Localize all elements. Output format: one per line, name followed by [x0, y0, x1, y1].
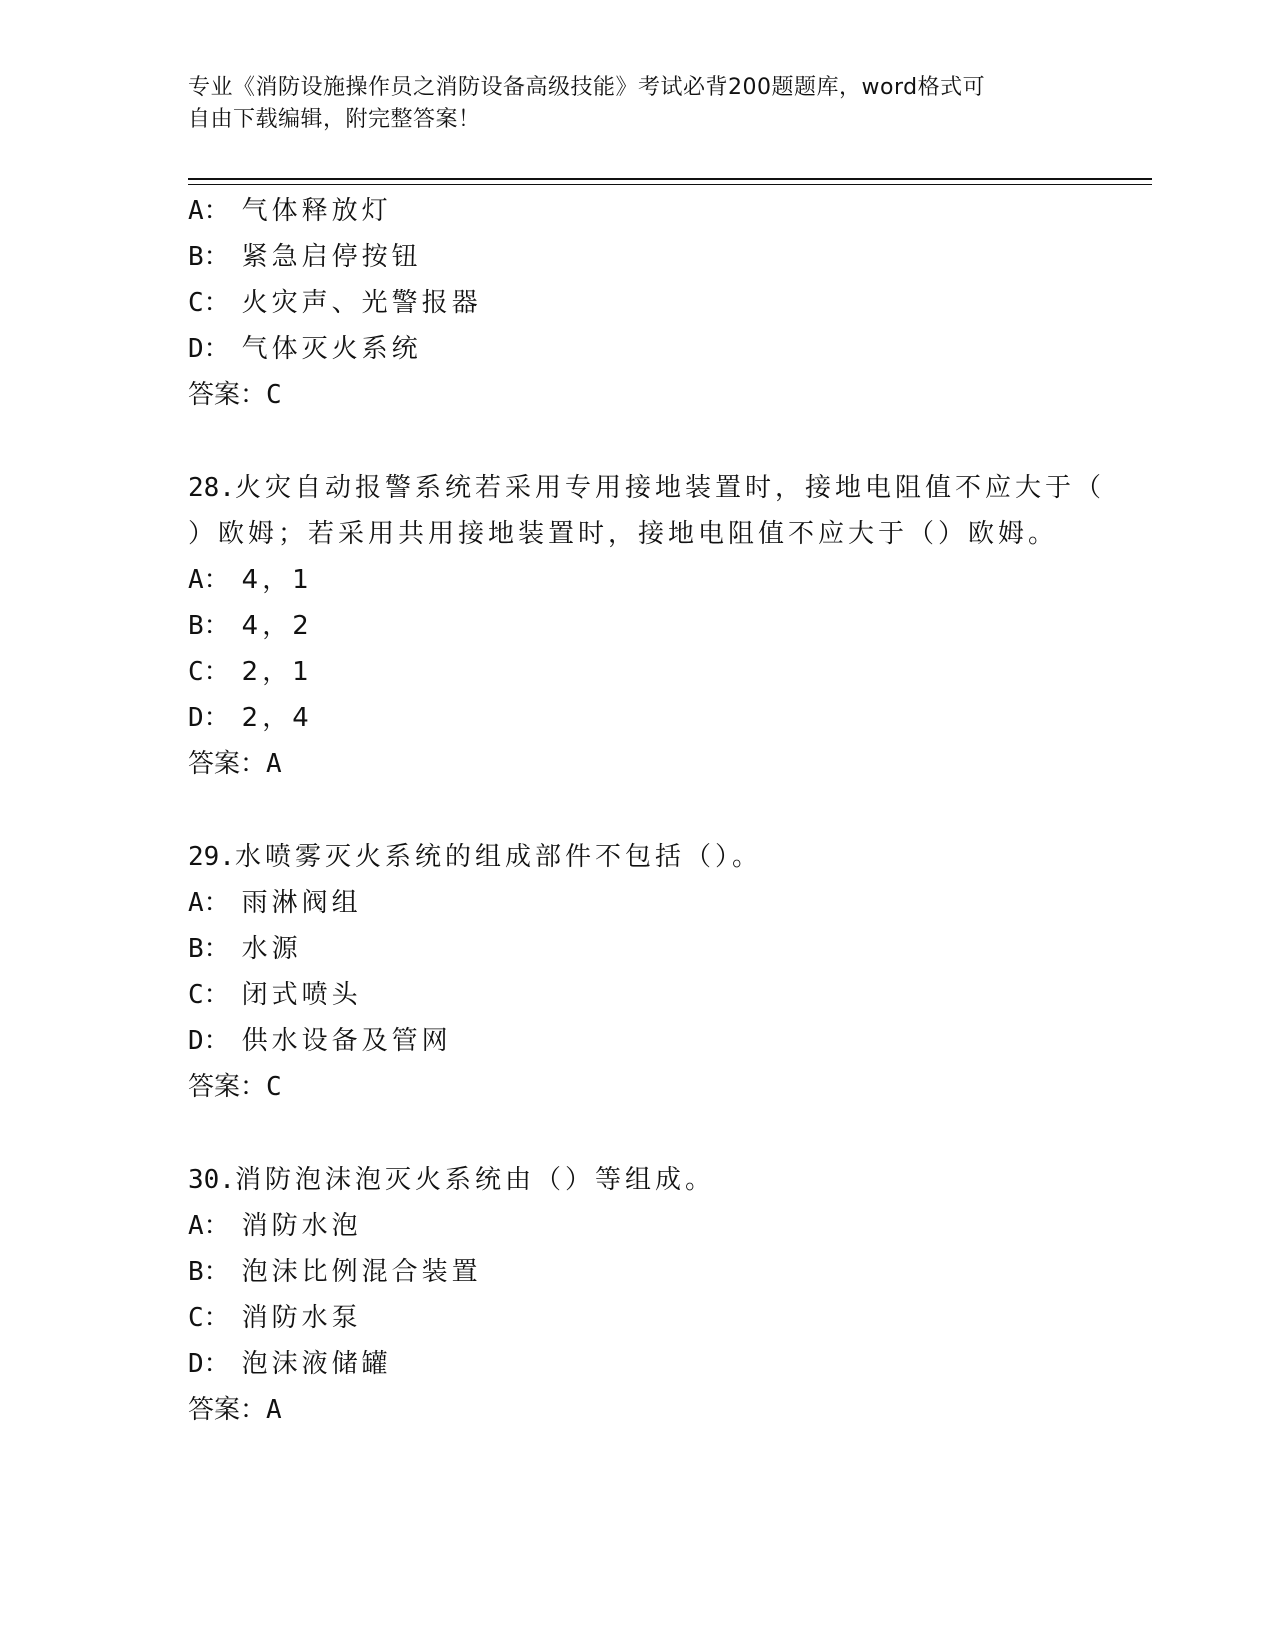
option-a: A： 气体释放灯 [188, 196, 392, 226]
header-divider-thin [188, 184, 1152, 185]
option-c: C： 消防水泵 [188, 1303, 362, 1333]
option-a: A： 4，1 [188, 565, 313, 595]
question-text-line-2: ）欧姆；若采用共用接地装置时，接地电阻值不应大于（）欧姆。 [188, 519, 1059, 549]
question-28 [188, 465, 1128, 787]
answer-label: 答案： [188, 1395, 267, 1425]
answer-value: A [266, 1395, 282, 1425]
option-b: B： 水源 [188, 934, 302, 964]
answer-label: 答案： [188, 380, 267, 410]
question-29 [188, 834, 1128, 1110]
spacer [188, 418, 1128, 465]
question-number: 28. [188, 473, 235, 503]
answer-line [188, 1387, 1128, 1433]
option-d: D： 气体灭火系统 [188, 334, 422, 364]
question-text-line-1: 29.水喷雾灭火系统的组成部件不包括（）。 [188, 842, 762, 872]
question-text-line-1: 30.消防泡沫泡灭火系统由（）等组成。 [188, 1165, 715, 1195]
question-number: 29. [188, 842, 235, 872]
option-a: A： 雨淋阀组 [188, 888, 362, 918]
option-d: D： 供水设备及管网 [188, 1026, 452, 1056]
header-divider-thick [188, 178, 1152, 180]
header-line-1: 专业《消防设施操作员之消防设备高级技能》考试必背200题题库，word格式可 [188, 75, 986, 100]
answer-value: C [266, 1072, 282, 1102]
option-b: B： 4，2 [188, 611, 313, 641]
question-list [188, 188, 1128, 1433]
option-c: C： 2，1 [188, 657, 313, 687]
spacer [188, 1110, 1128, 1157]
question-number: 30. [188, 1165, 235, 1195]
option-b: B： 紧急启停按钮 [188, 242, 422, 272]
spacer [188, 787, 1128, 834]
answer-value: C [266, 380, 282, 410]
answer-line [188, 372, 1128, 418]
answer-line [188, 1064, 1128, 1110]
answer-label: 答案： [188, 749, 267, 779]
answer-label: 答案： [188, 1072, 267, 1102]
question-30 [188, 1157, 1128, 1433]
option-c: C： 闭式喷头 [188, 980, 362, 1010]
option-b: B： 泡沫比例混合装置 [188, 1257, 482, 1287]
option-a: A： 消防水泡 [188, 1211, 362, 1241]
answer-line [188, 741, 1128, 787]
header-line-2: 自由下载编辑，附完整答案！ [188, 107, 481, 132]
document-header [188, 72, 1068, 136]
option-d: D： 2，4 [188, 703, 313, 733]
option-d: D： 泡沫液储罐 [188, 1349, 392, 1379]
option-c: C： 火灾声、光警报器 [188, 288, 482, 318]
partial-question [188, 188, 1128, 418]
answer-value: A [266, 749, 282, 779]
question-text-line-1: 28.火灾自动报警系统若采用专用接地装置时，接地电阻值不应大于（ [188, 473, 1105, 503]
